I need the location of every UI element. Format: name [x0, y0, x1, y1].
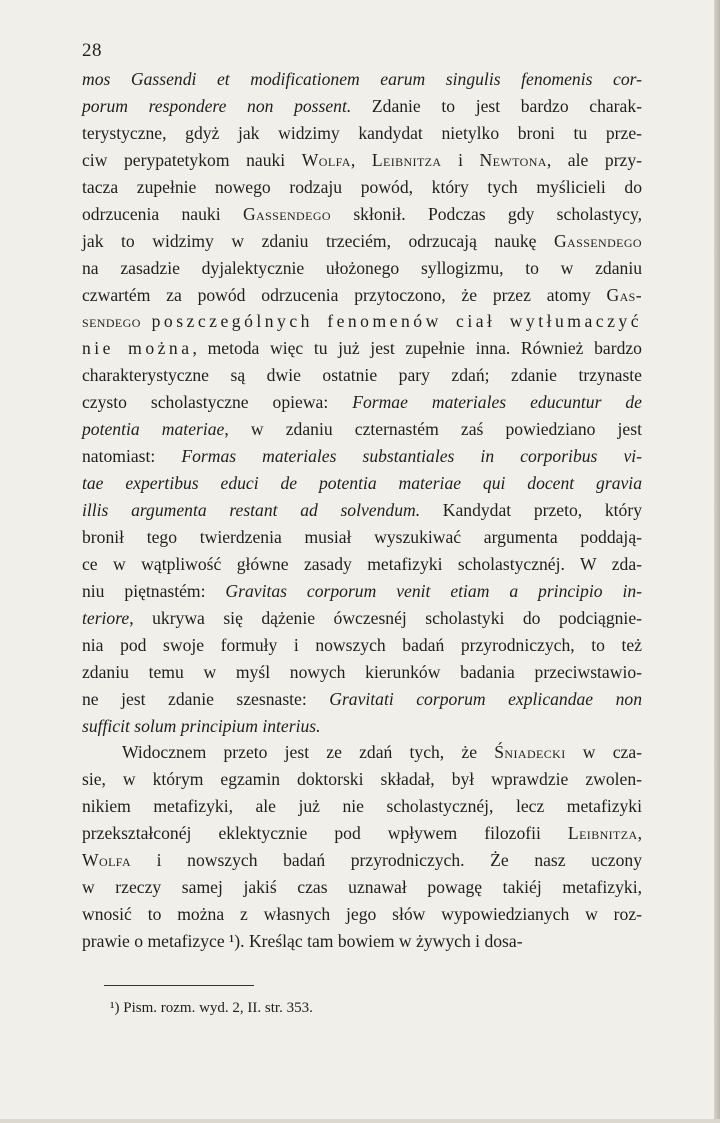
text-segment: w rzeczy samej jakiś czas uznawał powagę takiéj metafizyki,: [82, 877, 642, 898]
text-segment: ne jest zdanie szesnaste:: [82, 688, 330, 709]
text-line: [82, 147, 642, 174]
text-segment: sie, w którym egzamin doktorski składał, był wprawdzie zwolen-: [82, 769, 642, 790]
text-segment: ,: [350, 149, 372, 170]
text-segment: Gassendego: [553, 230, 642, 251]
text-line: [82, 443, 642, 470]
text-segment: skłonił. Podczas gdy scholastycy,: [330, 203, 643, 224]
page-edge-shadow: [714, 0, 720, 1123]
text-segment: , metoda więc tu już jest zupełnie inna. Również bardzo: [192, 338, 642, 359]
text-segment: natomiast:: [82, 446, 182, 467]
text-line: [82, 66, 642, 93]
text-segment: na zasadzie dyjalektycznie ułożonego syllogizmu, to w zdaniu: [82, 257, 642, 278]
text-segment: czysto scholastyczne opiewa:: [82, 392, 353, 413]
text-line: [82, 174, 642, 201]
text-segment: , w zdaniu czternastém zaś powiedziano jest: [224, 419, 642, 440]
text-segment: prawie o metafizyce ¹). Kreśląc tam bowiem w żywych i dosa-: [82, 931, 523, 951]
text-line: [82, 389, 642, 416]
footnote: ¹) Pism. rozm. wyd. 2, II. str. 353.: [110, 1000, 313, 1016]
text-line: [82, 901, 642, 928]
text-segment: nia pod swoje formuły i nowszych badań przyrodniczych, to też: [82, 634, 642, 655]
text-segment: illis argumenta restant ad solvendum.: [82, 500, 421, 520]
text-segment: Gravitati corporum explicandae non: [329, 688, 642, 709]
text-segment: ,: [637, 823, 642, 844]
text-line: [82, 551, 642, 578]
text-line: [82, 686, 642, 713]
text-segment: teriore: [82, 607, 130, 628]
text-line: [82, 524, 642, 551]
text-line: [82, 335, 642, 362]
text-line: [82, 793, 642, 820]
text-segment: charakterystyczne są dwie ostatnie pary zdań; zdanie trzynaste: [82, 365, 642, 386]
text-segment: odrzucenia nauki: [82, 203, 243, 224]
text-segment: poszczególnych fenomenów ciał wytłumaczyć: [151, 311, 643, 332]
text-segment: potentia materiae: [82, 419, 225, 440]
text-line: [82, 820, 642, 847]
text-line: [82, 255, 642, 282]
text-line: [82, 578, 642, 605]
text-segment: terystyczne, gdyż jak widzimy kandydat nietylko broni tu prze-: [82, 122, 642, 143]
text-segment: , ale przy-: [546, 149, 643, 170]
text-segment: Formae materiales educuntur de: [352, 392, 642, 413]
page-bottom-edge: [0, 1119, 720, 1123]
text-line: [82, 766, 642, 793]
text-segment: tacza zupełnie nowego rodzaju powód, który tych myślicieli do: [82, 176, 642, 197]
text-line: [82, 605, 642, 632]
text-line: [82, 228, 642, 255]
text-line: [82, 632, 642, 659]
text-segment: sufficit solum principium interius.: [82, 715, 321, 736]
text-segment: [141, 311, 152, 331]
text-segment: nikiem metafizyki, ale już nie scholastycznéj, lecz metafizyki: [82, 796, 642, 817]
text-segment: Newtona: [479, 149, 547, 170]
text-segment: nie można: [82, 338, 193, 359]
text-line: [82, 713, 642, 740]
text-segment: tae expertibus educi de potentia materiae qui docent gravia: [82, 473, 642, 494]
text-segment: Gravitas corporum venit etiam a principio in-: [225, 580, 642, 601]
text-segment: Kandydat przeto, który: [420, 500, 643, 520]
page-number: 28: [82, 40, 102, 61]
text-line: [82, 93, 642, 120]
text-segment: Gas-: [606, 284, 642, 305]
text-segment: mos Gassendi et modificationem earum singulis fenomenis cor-: [82, 69, 642, 89]
text-segment: , ukrywa się dążenie ówczesnéj scholastyki do podciągnie-: [129, 607, 642, 628]
text-segment: i: [441, 149, 480, 170]
text-segment: Formas materiales substantiales in corporibus vi-: [181, 446, 642, 467]
text-segment: Wolfa: [301, 149, 351, 170]
text-line: [82, 847, 642, 874]
text-line: [82, 282, 642, 309]
text-line: [82, 416, 642, 443]
text-segment: porum respondere non possent.: [82, 95, 352, 116]
text-segment: Leibnitza: [371, 149, 442, 170]
text-segment: Widocznem przeto jest ze zdań tych, że: [122, 742, 495, 763]
text-segment: sendego: [82, 311, 141, 332]
text-line: [82, 362, 642, 389]
text-line: [82, 874, 642, 901]
body-text: [82, 66, 642, 955]
text-segment: jak to widzimy w zdaniu trzeciém, odrzucają naukę: [82, 230, 554, 251]
text-segment: przekształconéj eklektycznie pod wpływem filozofii: [82, 823, 568, 844]
text-segment: niu piętnastém:: [82, 580, 226, 601]
text-segment: i nowszych badań przyrodniczych. Że nasz uczony: [131, 850, 642, 871]
text-line: [82, 739, 642, 766]
text-segment: Gassendego: [242, 203, 331, 224]
text-segment: wnosić to można z własnych jego słów wypowiedzianych w roz-: [82, 904, 642, 925]
text-line: [82, 308, 642, 335]
text-line: [82, 497, 642, 524]
text-line: [82, 470, 642, 497]
text-segment: Leibnitza: [567, 823, 638, 844]
footnote-divider: [104, 985, 254, 986]
text-segment: bronił tego twierdzenia musiał wyszukiwać argumenta poddają-: [82, 526, 642, 547]
text-line: [82, 928, 642, 955]
text-line: [82, 201, 642, 228]
text-segment: w cza-: [565, 742, 643, 763]
text-line: [82, 659, 642, 686]
text-segment: czwartém za powód odrzucenia przytoczono, że przez atomy: [82, 284, 607, 305]
text-segment: ce w wątpliwość główne zasady metafizyki scholastycznéj. W zda-: [82, 553, 642, 574]
text-segment: ciw perypatetykom nauki: [82, 149, 302, 170]
text-segment: Śniadecki: [494, 742, 566, 763]
text-segment: Wolfa: [82, 850, 132, 871]
text-line: [82, 120, 642, 147]
text-segment: Zdanie to jest bardzo charak-: [351, 95, 642, 116]
text-segment: zdaniu temu w myśl nowych kierunków badania przeciwstawio-: [82, 661, 642, 682]
